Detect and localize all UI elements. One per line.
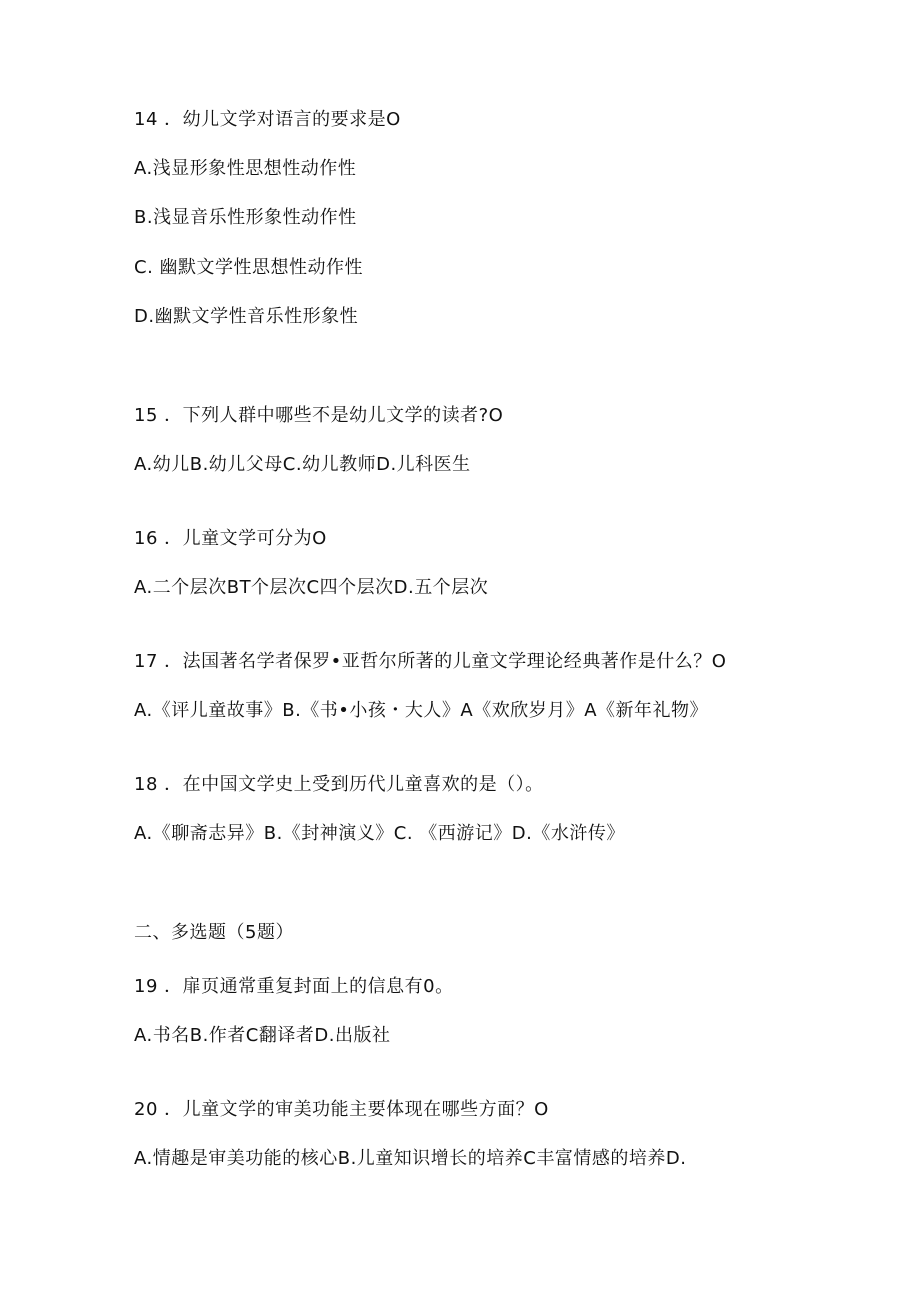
question-16-stem: 16 ．儿童文学可分为O — [134, 528, 327, 549]
question-14-option-b: B.浅显音乐性形象性动作性 — [134, 207, 357, 228]
question-14-option-c: C. 幽默文学性思想性动作性 — [134, 257, 364, 278]
question-20-options: A.情趣是审美功能的核心B.儿童知识增长的培养C丰富情感的培养D. — [134, 1148, 687, 1169]
question-19-stem: 19 ．扉页通常重复封面上的信息有0。 — [134, 976, 454, 997]
question-17-options: A.《评儿童故事》B.《书•小孩・大人》A《欢欣岁月》A《新年礼物》 — [134, 700, 709, 721]
question-19-options: A.书名B.作者C翻译者D.出版社 — [134, 1025, 391, 1046]
question-14-option-a: A.浅显形象性思想性动作性 — [134, 158, 357, 179]
question-15-options: A.幼儿B.幼儿父母C.幼儿教师D.儿科医生 — [134, 454, 471, 475]
question-15-stem: 15 ．下列人群中哪些不是幼儿文学的读者?O — [134, 405, 504, 426]
question-14-stem: 14 ．幼儿文学对语言的要求是O — [134, 109, 401, 130]
question-17-stem: 17 ．法国著名学者保罗•亚哲尔所著的儿童文学理论经典著作是什么？O — [134, 651, 727, 672]
question-20-stem: 20 ．儿童文学的审美功能主要体现在哪些方面？O — [134, 1099, 549, 1120]
question-16-options: A.二个层次BT个层次C四个层次D.五个层次 — [134, 577, 489, 598]
question-14-option-d: D.幽默文学性音乐性形象性 — [134, 306, 359, 327]
section-heading: 二、多选题（5题） — [134, 922, 294, 943]
question-18-stem: 18 ．在中国文学史上受到历代儿童喜欢的是（）。 — [134, 774, 544, 795]
question-18-options: A.《聊斋志异》B.《封神演义》C. 《西游记》D.《水浒传》 — [134, 823, 625, 844]
